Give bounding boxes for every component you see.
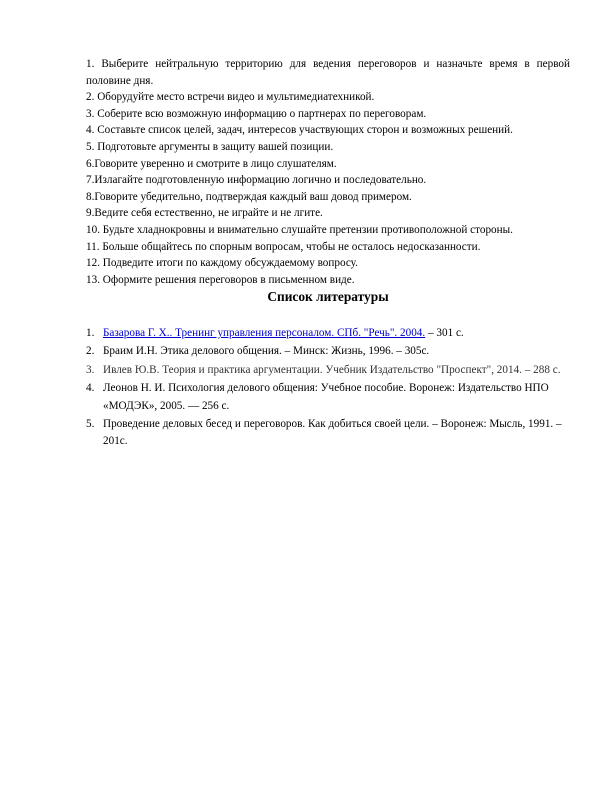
bibliography-item-text: Проведение деловых бесед и переговоров. Как добиться своей цели. – Воронеж: Мысль, 1991. – 201с.	[103, 418, 562, 448]
tip-item: 11. Больше общайтесь по спорным вопросам, чтобы не осталось недосказанности.	[86, 240, 481, 253]
bibliography-item	[86, 416, 562, 451]
bibliography-item-number: 1.	[86, 327, 95, 339]
bibliography-item-link[interactable]: Базарова Г. Х.. Тренинг управления персоналом. СПб. "Речь". 2004.	[103, 327, 426, 339]
bibliography-item-number: 3.	[86, 363, 95, 376]
bibliography-item	[86, 362, 562, 379]
tip-item: 9.Ведите себя естественно, не играйте и не лгите.	[86, 207, 323, 220]
bibliography-item-pages: – 301 с.	[425, 327, 464, 339]
tip-item: 4. Составьте список целей, задач, интересов участвующих сторон и возможных решений.	[86, 124, 513, 137]
bibliography-item-number: 4.	[86, 382, 95, 395]
tip-item: 8.Говорите убедительно, подтверждая каждый ваш довод примером.	[86, 190, 412, 203]
tip-item: 2. Оборудуйте место встречи видео и мультимедиатехникой.	[86, 91, 375, 104]
tip-item: 12. Подведите итоги по каждому обсуждаемому вопросу.	[86, 257, 358, 270]
bibliography-heading: Список литературы	[267, 289, 389, 304]
bibliography-item	[86, 343, 562, 360]
bibliography-item	[86, 380, 562, 415]
bibliography-item-number: 5.	[86, 418, 95, 431]
bibliography-list	[86, 325, 562, 451]
tip-item: 5. Подготовьте аргументы в защиту вашей позиции.	[86, 140, 334, 153]
tip-item: 6.Говорите уверенно и смотрите в лицо слушателям.	[86, 157, 337, 170]
bibliography-item	[86, 325, 562, 342]
bibliography-item-text: Леонов Н. И. Психология делового общения: Учебное пособие. Воронеж: Издательство НПО «МОДЭК», 2005. — 256 с.	[103, 382, 549, 412]
bibliography-item-text: Ивлев Ю.В. Теория и практика аргументации. Учебник Издательство "Проспект", 2014. – 288 с.	[103, 363, 561, 376]
bibliography-item-text: Браим И.Н. Этика делового общения. – Минск: Жизнь, 1996. – 305с.	[103, 345, 430, 358]
negotiation-tips-list	[86, 56, 570, 288]
tip-item: 1. Выберите нейтральную территорию для ведения переговоров и назначьте время в первой половине дня.	[86, 58, 570, 87]
tip-item: 10. Будьте хладнокровны и внимательно слушайте претензии противоположной стороны.	[86, 223, 513, 236]
bibliography-item-number: 2.	[86, 345, 95, 358]
tip-item: 13. Оформите решения переговоров в письменном виде.	[86, 273, 355, 286]
tip-item: 3. Соберите всю возможную информацию о партнерах по переговорам.	[86, 107, 427, 120]
tip-item: 7.Излагайте подготовленную информацию логично и последовательно.	[86, 174, 427, 187]
bibliography-item-text	[103, 325, 562, 342]
